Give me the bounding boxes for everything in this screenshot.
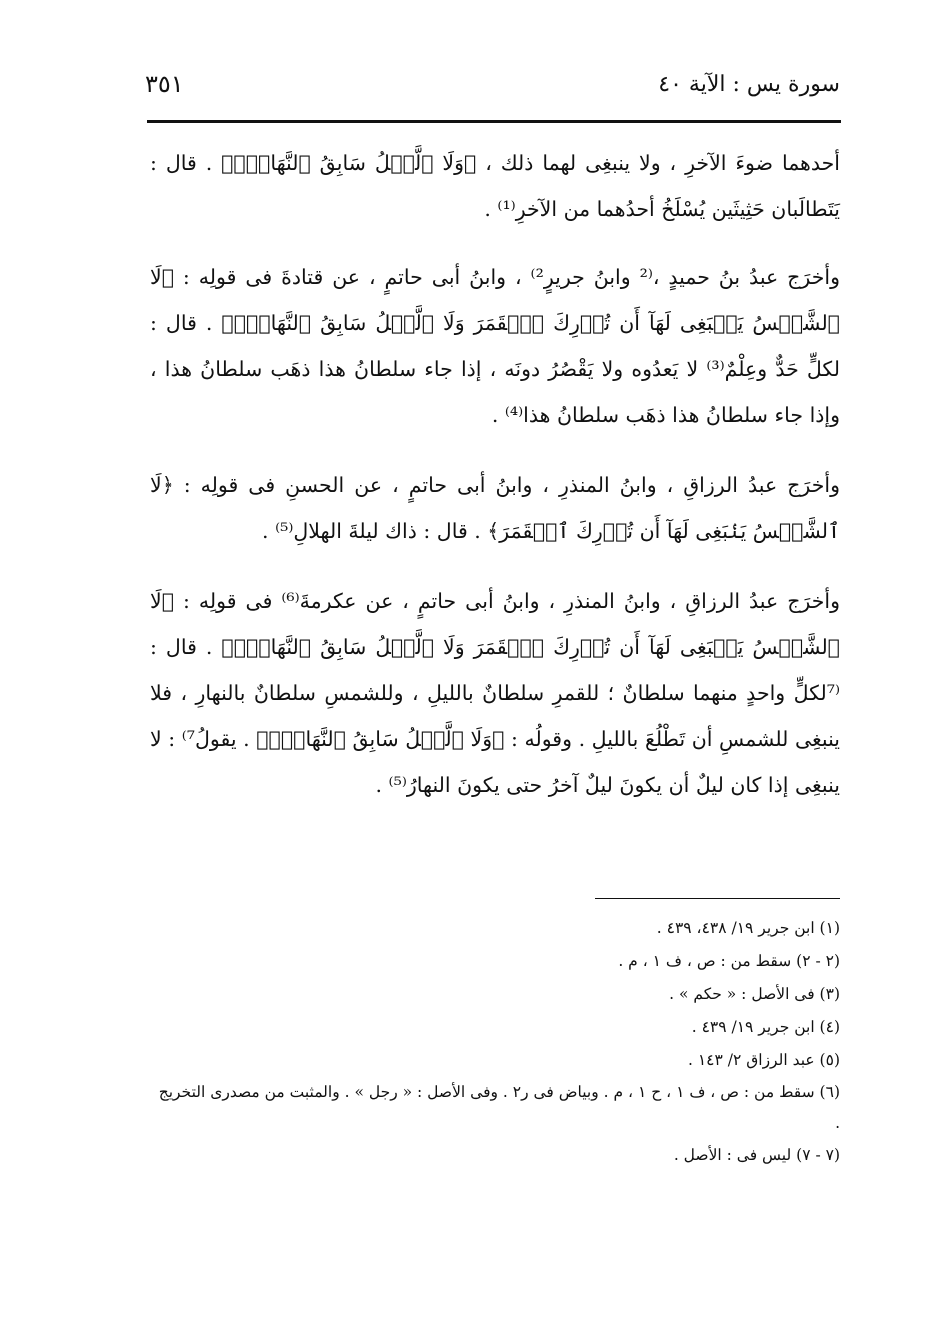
header-title: سورة يس : الآية ٤٠ bbox=[658, 71, 840, 97]
footnote: (٤) ابن جرير ١٩/ ٤٣٩ . bbox=[691, 1018, 840, 1036]
footnote: (٧ - ٧) ليس فى : الأصل . bbox=[673, 1146, 840, 1164]
footnote-rule bbox=[595, 898, 840, 899]
paragraph: وأخرَج عبدُ الرزاقِ ، وابنُ المنذرِ ، وابنُ أبى حاتمٍ ، عن الحسنِ فى قولِه : ﴿لَا ٱلشَّمۡسُ يَنۢبَغِى لَهَآ أَن تُدۡرِكَ ٱلۡقَمَرَ﴾ . قال : ذاك ليلةَ الهلالِ⁽⁵⁾ . bbox=[150, 473, 840, 543]
footnotes bbox=[150, 912, 840, 1172]
page-number: ٣٥١ bbox=[145, 70, 184, 98]
footnote: (٢ - ٢) سقط من : ص ، ف ١ ، م . bbox=[618, 952, 840, 970]
paragraph: وأخرَج عبدُ بنُ حميدٍ ،⁽² وابنُ جريرٍ²⁾ ، وابنُ أبى حاتمٍ ، عن قتادةَ فى قولِه : ﴿لَا ٱلشَّمۡسُ يَنۢبَغِى لَهَآ أَن تُدۡرِكَ ٱلۡقَمَرَ وَلَا ٱلَّيۡلُ سَابِقُ ٱلنَّهَارِۚ﴾ . قال : لكلٍّ حَدٌّ وعِلْمٌ⁽³⁾ لا يَعدُوه ولا يَقْصُرُ دونَه ، إذا جاء سلطانُ هذا ذهَب سلطانُ هذا ، وإذا جاء سلطانُ هذا ذهَب سلطانُ هذا⁽⁴⁾ . bbox=[150, 265, 840, 427]
footnote: (٥) عبد الرزاق ٢/ ١٤٣ . bbox=[687, 1051, 840, 1069]
paragraph: أحدهما ضوءَ الآخرِ ، ولا ينبغِى لهما ذلك ، ﴿وَلَا ٱلَّيۡلُ سَابِقُ ٱلنَّهَارِۚ﴾ . قال : يَتَطالَبان حَثِيثَين يُسْلَخُ أحدُهما من الآخرِ⁽¹⁾ . bbox=[150, 151, 840, 221]
footnote: (٦) سقط من : ص ، ف ١ ، ح ١ ، م . وبياض فى ر٢ . وفى الأصل : « رجل » . والمثبت من مصدرى التخريج . bbox=[158, 1083, 840, 1132]
main-text bbox=[150, 140, 840, 832]
paragraph: وأخرَج عبدُ الرزاقِ ، وابنُ المنذرِ ، وابنُ أبى حاتمٍ ، عن عكرمةَ⁽⁶⁾ فى قولِه : ﴿لَا ٱلشَّمۡسُ يَنۢبَغِى لَهَآ أَن تُدۡرِكَ ٱلۡقَمَرَ وَلَا ٱلَّيۡلُ سَابِقُ ٱلنَّهَارِۚ﴾ . قال : ⁽⁷لكلٍّ واحدٍ منهما سلطانٌ ؛ للقمرِ سلطانٌ بالليلِ ، وللشمسِ سلطانٌ بالنهارِ ، فلا ينبغِى للشمسِ أن تَطْلُعَ بالليلِ . وقولُه : ﴿وَلَا ٱلَّيۡلُ سَابِقُ ٱلنَّهَارِۚ﴾ . يقولُ⁷⁾ : لا ينبغِى إذا كان ليلٌ أن يكونَ ليلٌ آخرُ حتى يكونَ النهارُ⁽⁵⁾ . bbox=[150, 589, 840, 797]
running-header bbox=[145, 62, 840, 106]
header-rule bbox=[147, 120, 841, 123]
footnote: (٣) فى الأصل : « حكم » . bbox=[669, 985, 840, 1003]
footnote: (١) ابن جرير ١٩/ ٤٣٨، ٤٣٩ . bbox=[656, 919, 840, 937]
